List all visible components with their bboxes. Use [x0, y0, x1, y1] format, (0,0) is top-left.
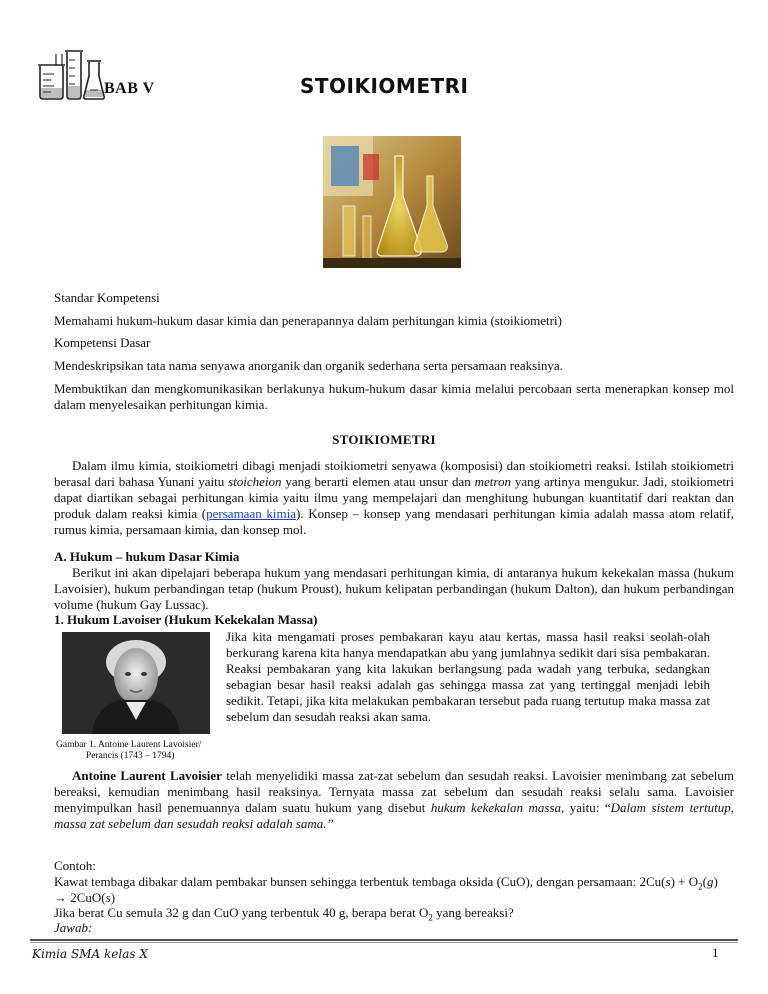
section-heading: STOIKIOMETRI	[332, 432, 436, 447]
standar-kompetensi-text: Memahami hukum-hukum dasar kimia dan penerapannya dalam perhitungan kimia (stoikiometri)	[54, 313, 562, 328]
laboratory-flasks-photo	[323, 136, 461, 268]
lavoisier-portrait	[62, 632, 210, 734]
lavoisier-heading: 1. Hukum Lavoiser (Hukum Kekekalan Massa)	[54, 612, 318, 627]
chapter-number: BAB V	[104, 80, 155, 97]
lavoisier-paragraph: Antoine Laurent Lavoisier telah menyelidiki massa zat-zat sebelum dan sesudah reaksi. Lavoisier menimbang zat sebelum bereaksi, kemudian menimbang hasil reaksinya. Ternyata massa zat sebelum dan sesudah reaksi selalu sama. Lavoisier menyimpulkan hasil penemuannya dalam suatu hukum yang disebut hukum kekekalan massa, yaitu: “Dalam sistem tertutup, massa zat sebelum dan sesudah reaksi adalah sama.”	[54, 768, 734, 831]
contoh-line-3: Jika berat Cu semula 32 g dan CuO yang terbentuk 40 g, berapa berat $O_2$ yang bereaksi?	[54, 905, 514, 923]
hukum-heading: A. Hukum – hukum Dasar Kimia	[54, 549, 240, 564]
kompetensi-dasar-label: Kompetensi Dasar	[54, 335, 151, 350]
contoh-line-1: Kawat tembaga dibakar dalam pembakar bunsen sehingga terbentuk tembaga oksida (CuO), dengan persamaan: $2Cu(s) + O_2(g)$	[54, 874, 718, 892]
footer-course: Kimia SMA kelas X	[32, 947, 148, 961]
footer-divider-thin	[30, 942, 738, 943]
persamaan-kimia-link[interactable]: persamaan kimia	[206, 506, 296, 521]
lab-glassware-icon	[34, 46, 108, 102]
portrait-caption: Gambar 1. Antoine Laurent Lavoisier/ Perancis (1743 – 1794)	[56, 740, 202, 761]
footer-divider	[30, 939, 738, 941]
standar-kompetensi-label: Standar Kompetensi	[54, 290, 160, 305]
kompetensi-dasar-text-2: Membuktikan dan mengkomunikasikan berlakunya hukum-hukum dasar kimia melalui percobaan serta menerapkan konsep mol dalam menyelesaikan perhitungan kimia.	[54, 381, 734, 412]
page-title: STOIKIOMETRI	[300, 74, 469, 98]
contoh-line-2: → 2CuO(s)	[54, 890, 116, 905]
intro-paragraph: Dalam ilmu kimia, stoikiometri dibagi menjadi stoikiometri senyawa (komposisi) dan stoikiometri reaksi. Istilah stoikiometri berasal dari bahasa Yunani yaitu stoicheion yang berarti elemen atau unsur dan metron yang artinya mengukur. Jadi, stoikiometri dapat diartikan sebagai perhitungan kimia yaitu ilmu yang mempelajari dan menghitung hubungan kuantitatif dari reaktan dan produk dalam reaksi kimia (persamaan kimia). Konsep – konsep yang mendasari perhitungan kimia adalah massa atom relatif, rumus kimia, persamaan kimia, dan konsep mol.	[54, 458, 734, 537]
kompetensi-dasar-text-1: Mendeskripsikan tata nama senyawa anorganik dan organik sederhana serta persamaan reaksinya.	[54, 358, 563, 373]
lavoisier-text: Jika kita mengamati proses pembakaran kayu atau kertas, massa hasil reaksi seolah-olah berkurang karena kita hanya mendapatkan abu yang jumlahnya sedikit dari sisa pembakaran. Reaksi pembakaran yang kita lakukan berlangsung pada wadah yang terbuka, sedangkan sebagian besar hasil reaksi adalah gas sehingga massa zat yang tertinggal menjadi lebih sedikit. Tetapi, jika kita melakukan pembakaran tersebut pada ruang tertutup maka massa zat sebelum dan sesudah reaksi akan sama.	[226, 629, 710, 724]
page-number: 1	[712, 945, 719, 960]
jawab-label: Jawab:	[54, 920, 93, 935]
contoh-label: Contoh:	[54, 858, 96, 873]
hukum-intro: Berikut ini akan dipelajari beberapa hukum yang mendasari perhitungan kimia, di antaranya hukum kekekalan massa (hukum Lavoisier), hukum perbandingan tetap (hukum Proust), hukum kelipatan perbandingan (hukum Dalton), dan hukum perbandingan volume (hukum Gay Lussac).	[54, 565, 734, 612]
